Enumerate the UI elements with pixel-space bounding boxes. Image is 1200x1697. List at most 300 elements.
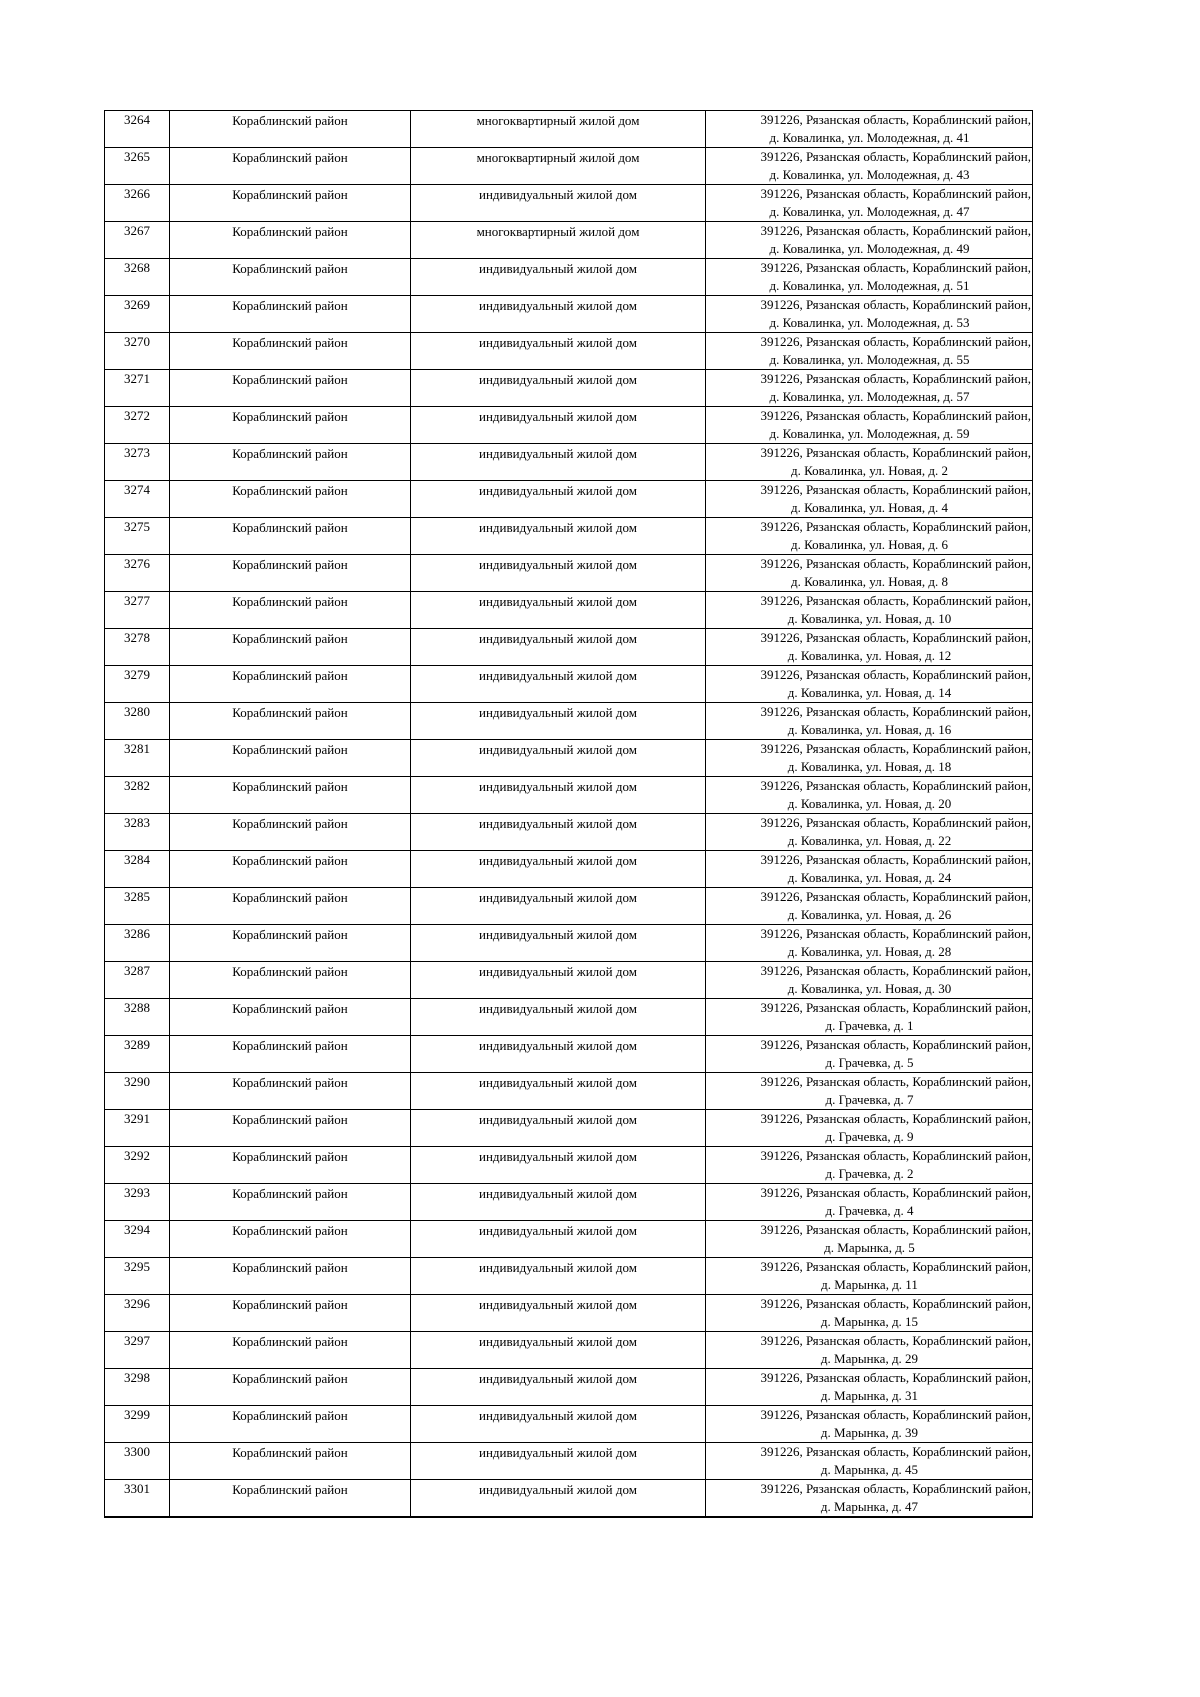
table-row	[105, 333, 1033, 370]
building-type-cell	[411, 1184, 706, 1221]
district-label: Кораблинский район	[232, 594, 348, 609]
address-line-region: 391226, Рязанская область, Кораблинский район,	[760, 223, 1031, 238]
district-label: Кораблинский район	[232, 816, 348, 831]
building-type-cell	[411, 962, 706, 999]
address-line-region: 391226, Рязанская область, Кораблинский район,	[760, 630, 1031, 645]
address-line-region: 391226, Рязанская область, Кораблинский район,	[760, 852, 1031, 867]
registry-table-body	[105, 111, 1033, 1518]
building-type-label: индивидуальный жилой дом	[479, 1297, 637, 1312]
address-cell	[706, 814, 1033, 851]
building-type-label: индивидуальный жилой дом	[479, 705, 637, 720]
district-label: Кораблинский район	[232, 1038, 348, 1053]
address-line-locality: д. Ковалинка, ул. Новая, д. 14	[787, 685, 952, 700]
table-row	[105, 1073, 1033, 1110]
building-type-cell	[411, 148, 706, 185]
district-cell	[170, 851, 411, 888]
address-line-region: 391226, Рязанская область, Кораблинский район,	[760, 667, 1031, 682]
address-line-region: 391226, Рязанская область, Кораблинский район,	[760, 1259, 1031, 1274]
building-type-label: индивидуальный жилой дом	[479, 187, 637, 202]
address-cell	[706, 555, 1033, 592]
record-number-cell: 3273	[105, 444, 170, 481]
district-cell	[170, 703, 411, 740]
district-cell	[170, 666, 411, 703]
table-row	[105, 925, 1033, 962]
address-line-locality: д. Грачевка, д. 1	[825, 1018, 914, 1033]
address-line-region: 391226, Рязанская область, Кораблинский район,	[760, 963, 1031, 978]
address-line-region: 391226, Рязанская область, Кораблинский район,	[760, 1370, 1031, 1385]
building-type-label: многоквартирный жилой дом	[476, 113, 640, 128]
building-type-cell	[411, 1221, 706, 1258]
table-row	[105, 1110, 1033, 1147]
building-type-cell	[411, 1406, 706, 1443]
building-type-label: индивидуальный жилой дом	[479, 631, 637, 646]
address-line-locality: д. Ковалинка, ул. Новая, д. 6	[791, 537, 948, 552]
building-type-cell	[411, 111, 706, 148]
address-line-locality: д. Марынка, д. 15	[820, 1314, 919, 1329]
district-label: Кораблинский район	[232, 1371, 348, 1386]
address-line-region: 391226, Рязанская область, Кораблинский район,	[760, 1481, 1031, 1496]
building-type-cell	[411, 555, 706, 592]
district-cell	[170, 999, 411, 1036]
district-cell	[170, 296, 411, 333]
district-cell	[170, 407, 411, 444]
address-line-region: 391226, Рязанская область, Кораблинский район,	[760, 1000, 1031, 1015]
building-type-label: индивидуальный жилой дом	[479, 298, 637, 313]
building-type-label: индивидуальный жилой дом	[479, 1186, 637, 1201]
building-type-cell	[411, 333, 706, 370]
table-row	[105, 1221, 1033, 1258]
district-cell	[170, 1184, 411, 1221]
address-line-region: 391226, Рязанская область, Кораблинский район,	[760, 519, 1031, 534]
table-row	[105, 1036, 1033, 1073]
address-line-locality: д. Ковалинка, ул. Новая, д. 22	[787, 833, 952, 848]
building-type-cell	[411, 296, 706, 333]
address-cell	[706, 1110, 1033, 1147]
building-type-cell	[411, 592, 706, 629]
district-cell	[170, 481, 411, 518]
record-number-cell: 3266	[105, 185, 170, 222]
record-number-cell: 3293	[105, 1184, 170, 1221]
district-cell	[170, 1480, 411, 1518]
record-number-cell: 3282	[105, 777, 170, 814]
record-number-cell: 3268	[105, 259, 170, 296]
building-type-label: индивидуальный жилой дом	[479, 1334, 637, 1349]
address-line-region: 391226, Рязанская область, Кораблинский район,	[760, 1037, 1031, 1052]
building-type-label: индивидуальный жилой дом	[479, 1112, 637, 1127]
building-type-label: индивидуальный жилой дом	[479, 557, 637, 572]
address-line-locality: д. Ковалинка, ул. Молодежная, д. 49	[769, 241, 970, 256]
address-line-locality: д. Ковалинка, ул. Молодежная, д. 57	[769, 389, 970, 404]
table-row	[105, 666, 1033, 703]
table-row	[105, 111, 1033, 148]
building-type-cell	[411, 1110, 706, 1147]
district-cell	[170, 1369, 411, 1406]
address-line-locality: д. Ковалинка, ул. Молодежная, д. 51	[769, 278, 970, 293]
record-number-cell: 3295	[105, 1258, 170, 1295]
address-cell	[706, 999, 1033, 1036]
address-line-region: 391226, Рязанская область, Кораблинский район,	[760, 371, 1031, 386]
address-line-region: 391226, Рязанская область, Кораблинский район,	[760, 778, 1031, 793]
table-row	[105, 555, 1033, 592]
building-type-cell	[411, 1258, 706, 1295]
table-row	[105, 777, 1033, 814]
building-type-label: индивидуальный жилой дом	[479, 1371, 637, 1386]
building-type-cell	[411, 666, 706, 703]
building-type-cell	[411, 1295, 706, 1332]
address-line-region: 391226, Рязанская область, Кораблинский район,	[760, 1296, 1031, 1311]
address-line-locality: д. Марынка, д. 11	[821, 1277, 918, 1292]
building-type-cell	[411, 481, 706, 518]
address-line-locality: д. Марынка, д. 31	[820, 1388, 919, 1403]
address-line-region: 391226, Рязанская область, Кораблинский район,	[760, 1222, 1031, 1237]
district-cell	[170, 185, 411, 222]
table-row	[105, 1443, 1033, 1480]
record-number-cell: 3301	[105, 1480, 170, 1518]
district-label: Кораблинский район	[232, 1149, 348, 1164]
district-label: Кораблинский район	[232, 1482, 348, 1497]
district-cell	[170, 1221, 411, 1258]
building-type-label: индивидуальный жилой дом	[479, 594, 637, 609]
district-label: Кораблинский район	[232, 224, 348, 239]
building-type-cell	[411, 1036, 706, 1073]
record-number-cell: 3294	[105, 1221, 170, 1258]
address-cell	[706, 962, 1033, 999]
registry-table	[104, 110, 1033, 1518]
district-cell	[170, 740, 411, 777]
record-number-cell: 3285	[105, 888, 170, 925]
district-label: Кораблинский район	[232, 483, 348, 498]
address-cell	[706, 1184, 1033, 1221]
record-number-cell: 3292	[105, 1147, 170, 1184]
record-number-cell: 3299	[105, 1406, 170, 1443]
district-label: Кораблинский район	[232, 890, 348, 905]
table-row	[105, 1369, 1033, 1406]
district-label: Кораблинский район	[232, 1408, 348, 1423]
building-type-cell	[411, 259, 706, 296]
building-type-label: индивидуальный жилой дом	[479, 409, 637, 424]
table-row	[105, 851, 1033, 888]
address-cell	[706, 592, 1033, 629]
building-type-cell	[411, 1443, 706, 1480]
address-cell	[706, 666, 1033, 703]
district-label: Кораблинский район	[232, 335, 348, 350]
table-row	[105, 1332, 1033, 1369]
building-type-cell	[411, 185, 706, 222]
district-cell	[170, 777, 411, 814]
table-row	[105, 629, 1033, 666]
district-cell	[170, 1036, 411, 1073]
address-line-locality: д. Ковалинка, ул. Молодежная, д. 41	[769, 130, 970, 145]
address-line-locality: д. Ковалинка, ул. Новая, д. 18	[787, 759, 952, 774]
record-number-cell: 3265	[105, 148, 170, 185]
district-cell	[170, 1406, 411, 1443]
building-type-cell	[411, 851, 706, 888]
address-cell	[706, 1369, 1033, 1406]
district-cell	[170, 333, 411, 370]
building-type-label: индивидуальный жилой дом	[479, 446, 637, 461]
building-type-cell	[411, 814, 706, 851]
record-number-cell: 3291	[105, 1110, 170, 1147]
building-type-label: индивидуальный жилой дом	[479, 1149, 637, 1164]
building-type-label: индивидуальный жилой дом	[479, 1408, 637, 1423]
table-row	[105, 481, 1033, 518]
district-label: Кораблинский район	[232, 742, 348, 757]
record-number-cell: 3271	[105, 370, 170, 407]
building-type-label: многоквартирный жилой дом	[476, 224, 640, 239]
district-cell	[170, 592, 411, 629]
table-row	[105, 518, 1033, 555]
district-label: Кораблинский район	[232, 187, 348, 202]
address-line-locality: д. Марынка, д. 29	[820, 1351, 919, 1366]
address-cell	[706, 518, 1033, 555]
district-label: Кораблинский район	[232, 298, 348, 313]
address-line-region: 391226, Рязанская область, Кораблинский район,	[760, 1185, 1031, 1200]
record-number-cell: 3277	[105, 592, 170, 629]
address-line-region: 391226, Рязанская область, Кораблинский район,	[760, 556, 1031, 571]
address-line-region: 391226, Рязанская область, Кораблинский район,	[760, 1111, 1031, 1126]
address-cell	[706, 1295, 1033, 1332]
building-type-label: индивидуальный жилой дом	[479, 372, 637, 387]
table-row	[105, 1406, 1033, 1443]
table-row	[105, 407, 1033, 444]
record-number-cell: 3300	[105, 1443, 170, 1480]
building-type-label: индивидуальный жилой дом	[479, 1075, 637, 1090]
table-row	[105, 148, 1033, 185]
building-type-cell	[411, 1147, 706, 1184]
building-type-label: индивидуальный жилой дом	[479, 1260, 637, 1275]
address-line-locality: д. Ковалинка, ул. Молодежная, д. 47	[769, 204, 970, 219]
building-type-label: индивидуальный жилой дом	[479, 890, 637, 905]
table-row	[105, 888, 1033, 925]
address-line-locality: д. Грачевка, д. 9	[825, 1129, 914, 1144]
address-line-region: 391226, Рязанская область, Кораблинский район,	[760, 926, 1031, 941]
district-label: Кораблинский район	[232, 113, 348, 128]
table-row	[105, 259, 1033, 296]
address-line-region: 391226, Рязанская область, Кораблинский район,	[760, 1407, 1031, 1422]
building-type-cell	[411, 629, 706, 666]
address-cell	[706, 444, 1033, 481]
address-line-locality: д. Ковалинка, ул. Новая, д. 8	[791, 574, 948, 589]
address-line-locality: д. Ковалинка, ул. Молодежная, д. 53	[769, 315, 970, 330]
address-line-locality: д. Ковалинка, ул. Новая, д. 10	[787, 611, 952, 626]
address-line-region: 391226, Рязанская область, Кораблинский район,	[760, 593, 1031, 608]
district-label: Кораблинский район	[232, 1186, 348, 1201]
building-type-cell	[411, 1073, 706, 1110]
address-line-region: 391226, Рязанская область, Кораблинский район,	[760, 186, 1031, 201]
address-cell	[706, 1480, 1033, 1518]
district-label: Кораблинский район	[232, 520, 348, 535]
building-type-label: многоквартирный жилой дом	[476, 150, 640, 165]
district-label: Кораблинский район	[232, 964, 348, 979]
district-label: Кораблинский район	[232, 150, 348, 165]
district-cell	[170, 222, 411, 259]
record-number-cell: 3298	[105, 1369, 170, 1406]
building-type-label: индивидуальный жилой дом	[479, 927, 637, 942]
district-cell	[170, 888, 411, 925]
district-label: Кораблинский район	[232, 1001, 348, 1016]
building-type-cell	[411, 444, 706, 481]
building-type-label: индивидуальный жилой дом	[479, 742, 637, 757]
address-cell	[706, 481, 1033, 518]
building-type-label: индивидуальный жилой дом	[479, 853, 637, 868]
table-row	[105, 814, 1033, 851]
address-cell	[706, 703, 1033, 740]
district-label: Кораблинский район	[232, 261, 348, 276]
building-type-cell	[411, 1332, 706, 1369]
address-cell	[706, 777, 1033, 814]
district-label: Кораблинский район	[232, 409, 348, 424]
record-number-cell: 3275	[105, 518, 170, 555]
address-cell	[706, 1258, 1033, 1295]
building-type-label: индивидуальный жилой дом	[479, 261, 637, 276]
district-cell	[170, 629, 411, 666]
address-cell	[706, 925, 1033, 962]
address-cell	[706, 740, 1033, 777]
address-line-locality: д. Ковалинка, ул. Новая, д. 16	[787, 722, 952, 737]
district-label: Кораблинский район	[232, 779, 348, 794]
address-cell	[706, 296, 1033, 333]
district-cell	[170, 1443, 411, 1480]
district-label: Кораблинский район	[232, 1260, 348, 1275]
building-type-label: индивидуальный жилой дом	[479, 1482, 637, 1497]
record-number-cell: 3290	[105, 1073, 170, 1110]
table-row	[105, 962, 1033, 999]
table-row	[105, 1184, 1033, 1221]
building-type-label: индивидуальный жилой дом	[479, 520, 637, 535]
building-type-label: индивидуальный жилой дом	[479, 1038, 637, 1053]
building-type-cell	[411, 1369, 706, 1406]
address-line-locality: д. Ковалинка, ул. Молодежная, д. 55	[769, 352, 970, 367]
building-type-label: индивидуальный жилой дом	[479, 483, 637, 498]
address-cell	[706, 1221, 1033, 1258]
address-cell	[706, 888, 1033, 925]
address-line-region: 391226, Рязанская область, Кораблинский район,	[760, 112, 1031, 127]
record-number-cell: 3286	[105, 925, 170, 962]
address-line-locality: д. Марынка, д. 5	[824, 1240, 915, 1255]
address-cell	[706, 259, 1033, 296]
address-cell	[706, 629, 1033, 666]
record-number-cell: 3287	[105, 962, 170, 999]
district-label: Кораблинский район	[232, 927, 348, 942]
district-cell	[170, 925, 411, 962]
building-type-label: индивидуальный жилой дом	[479, 335, 637, 350]
address-cell	[706, 851, 1033, 888]
address-line-region: 391226, Рязанская область, Кораблинский район,	[760, 445, 1031, 460]
address-line-locality: д. Ковалинка, ул. Новая, д. 2	[791, 463, 948, 478]
address-line-region: 391226, Рязанская область, Кораблинский район,	[760, 1444, 1031, 1459]
address-cell	[706, 1036, 1033, 1073]
building-type-label: индивидуальный жилой дом	[479, 1001, 637, 1016]
record-number-cell: 3270	[105, 333, 170, 370]
address-cell	[706, 1406, 1033, 1443]
district-label: Кораблинский район	[232, 631, 348, 646]
address-line-locality: д. Ковалинка, ул. Новая, д. 12	[787, 648, 952, 663]
address-cell	[706, 1147, 1033, 1184]
building-type-cell	[411, 999, 706, 1036]
district-cell	[170, 444, 411, 481]
district-cell	[170, 1110, 411, 1147]
address-line-locality: д. Ковалинка, ул. Новая, д. 26	[787, 907, 952, 922]
district-cell	[170, 518, 411, 555]
address-line-locality: д. Ковалинка, ул. Новая, д. 4	[791, 500, 948, 515]
district-cell	[170, 1295, 411, 1332]
record-number-cell: 3272	[105, 407, 170, 444]
address-line-region: 391226, Рязанская область, Кораблинский район,	[760, 1333, 1031, 1348]
building-type-cell	[411, 925, 706, 962]
district-cell	[170, 148, 411, 185]
district-cell	[170, 814, 411, 851]
building-type-label: индивидуальный жилой дом	[479, 1223, 637, 1238]
address-line-region: 391226, Рязанская область, Кораблинский район,	[760, 334, 1031, 349]
address-line-locality: д. Грачевка, д. 4	[825, 1203, 914, 1218]
table-row	[105, 1295, 1033, 1332]
address-line-locality: д. Ковалинка, ул. Новая, д. 30	[787, 981, 952, 996]
address-line-locality: д. Марынка, д. 47	[820, 1499, 919, 1514]
table-row	[105, 740, 1033, 777]
address-line-locality: д. Ковалинка, ул. Новая, д. 28	[787, 944, 952, 959]
district-label: Кораблинский район	[232, 668, 348, 683]
district-cell	[170, 1258, 411, 1295]
address-line-locality: д. Грачевка, д. 2	[825, 1166, 914, 1181]
district-cell	[170, 1073, 411, 1110]
record-number-cell: 3278	[105, 629, 170, 666]
record-number-cell: 3276	[105, 555, 170, 592]
address-line-locality: д. Ковалинка, ул. Молодежная, д. 59	[769, 426, 970, 441]
record-number-cell: 3280	[105, 703, 170, 740]
district-label: Кораблинский район	[232, 1223, 348, 1238]
address-line-locality: д. Марынка, д. 39	[820, 1425, 919, 1440]
record-number-cell: 3264	[105, 111, 170, 148]
record-number-cell: 3281	[105, 740, 170, 777]
address-line-locality: д. Грачевка, д. 7	[825, 1092, 914, 1107]
district-label: Кораблинский район	[232, 1112, 348, 1127]
building-type-label: индивидуальный жилой дом	[479, 1445, 637, 1460]
district-label: Кораблинский район	[232, 1334, 348, 1349]
table-row	[105, 370, 1033, 407]
district-cell	[170, 259, 411, 296]
table-row	[105, 222, 1033, 259]
building-type-cell	[411, 888, 706, 925]
building-type-label: индивидуальный жилой дом	[479, 668, 637, 683]
building-type-cell	[411, 777, 706, 814]
address-line-region: 391226, Рязанская область, Кораблинский район,	[760, 889, 1031, 904]
address-cell	[706, 1332, 1033, 1369]
address-line-locality: д. Марынка, д. 45	[820, 1462, 919, 1477]
record-number-cell: 3267	[105, 222, 170, 259]
district-cell	[170, 111, 411, 148]
table-row	[105, 185, 1033, 222]
record-number-cell: 3297	[105, 1332, 170, 1369]
record-number-cell: 3269	[105, 296, 170, 333]
address-line-region: 391226, Рязанская область, Кораблинский район,	[760, 704, 1031, 719]
address-cell	[706, 333, 1033, 370]
district-label: Кораблинский район	[232, 1445, 348, 1460]
district-label: Кораблинский район	[232, 705, 348, 720]
table-row	[105, 703, 1033, 740]
district-cell	[170, 370, 411, 407]
address-cell	[706, 185, 1033, 222]
address-line-region: 391226, Рязанская область, Кораблинский район,	[760, 408, 1031, 423]
address-cell	[706, 370, 1033, 407]
address-cell	[706, 148, 1033, 185]
table-row	[105, 1258, 1033, 1295]
address-line-region: 391226, Рязанская область, Кораблинский район,	[760, 482, 1031, 497]
record-number-cell: 3274	[105, 481, 170, 518]
record-number-cell: 3288	[105, 999, 170, 1036]
record-number-cell: 3289	[105, 1036, 170, 1073]
district-cell	[170, 1147, 411, 1184]
table-row	[105, 1147, 1033, 1184]
